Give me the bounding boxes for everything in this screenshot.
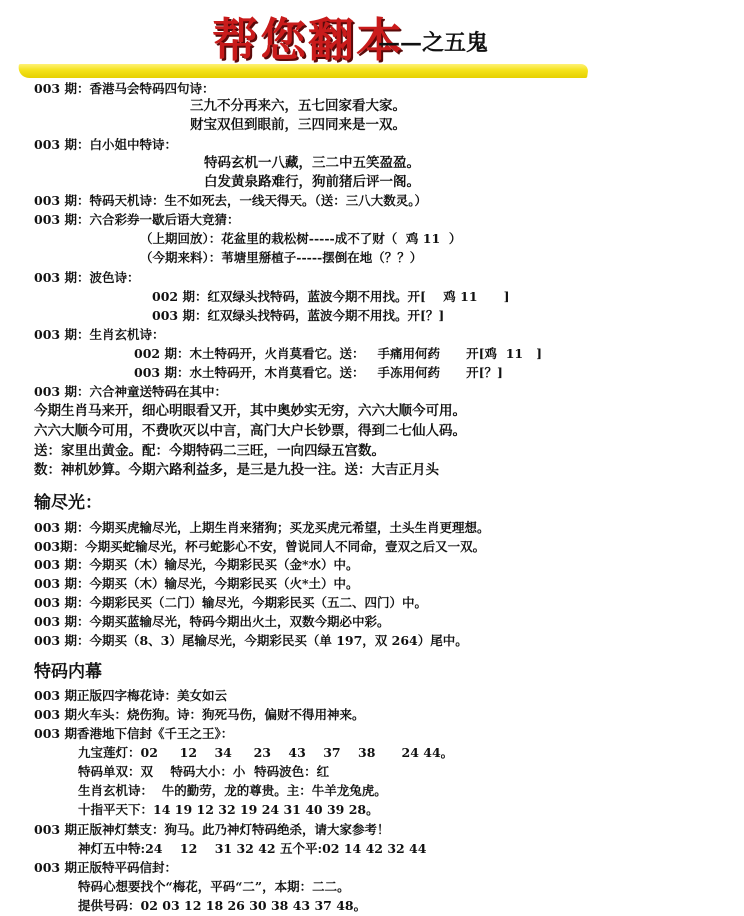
text-line: 003 期：今期买蓝输尽光，特码今期出火土，双数今期必中彩。 <box>34 614 390 629</box>
section-heading: 特码内幕 <box>34 662 102 682</box>
text-line: 003 期正版四字梅花诗：美女如云 <box>34 688 227 703</box>
text-line: 神灯五中特:24 12 31 32 42 五个平:02 14 42 32 44 <box>78 841 427 856</box>
text-line: 今期生肖马来开，细心明眼看又开，其中奥妙实无穷，六六大顺今可用。 <box>34 403 466 419</box>
text-line: 003 期正版神灯禁支：狗马。此乃神灯特码绝杀，请大家参考！ <box>34 822 390 837</box>
text-line: 003 期香港地下信封《千王之王》： <box>34 726 234 741</box>
text-line: 003 期：今期买（木）输尽光，今期彩民买（火*土）中。 <box>34 576 359 591</box>
text-line: 003 期：生肖玄机诗： <box>34 327 165 342</box>
page-subtitle: ——之五鬼 <box>378 30 489 56</box>
text-line: 003 期：水土特码开，木肖莫看它。送： 手冻用何药 开[？] <box>134 365 503 380</box>
text-line: 003 期：白小姐中特诗： <box>34 137 177 152</box>
page-title: 帮您翻本 <box>212 13 404 67</box>
text-line: 003 期：六合神童送特码在其中： <box>34 384 227 399</box>
text-line: 十指平天下：14 19 12 32 19 24 31 40 39 28。 <box>78 802 379 817</box>
text-line: 003 期：今期买（木）输尽光，今期彩民买（金*水）中。 <box>34 557 359 572</box>
text-line: 财宝双但到眼前，三四同来是一双。 <box>190 117 406 133</box>
text-line: 003 期：波色诗： <box>34 270 140 285</box>
text-line: 003 期正版特平码信封： <box>34 860 177 875</box>
text-line: 003期：今期买蛇输尽光，杯弓蛇影心不安，曾说同人不同命，壹双之后又一双。 <box>34 539 486 554</box>
text-line: 六六大顺今可用，不费吹灭以中言，高门大户长钞票，得到二七仙人码。 <box>34 423 466 439</box>
text-line: 九宝莲灯：02 12 34 23 43 37 38 24 44。 <box>78 745 454 760</box>
text-line: 三九不分再来六，五七回家看大家。 <box>190 98 406 114</box>
text-line: （今期来料）：苇塘里掰植子-----摆倒在地（？？） <box>140 250 423 265</box>
text-line: 003 期：香港马会特码四句诗： <box>34 81 215 96</box>
text-line: 生肖玄机诗： 牛的勤劳，龙的尊贵。主：牛羊龙兔虎。 <box>78 783 387 798</box>
text-line: 003 期：六合彩券一歇后语大竞猜： <box>34 212 240 227</box>
text-line: 003 期：今期彩民买（二门）输尽光，今期彩民买（五二、四门）中。 <box>34 595 427 610</box>
text-line: 003 期：特码天机诗：生不如死去，一线天得天。（送：三八大数灵。） <box>34 193 427 208</box>
text-line: 特码心想要找个“梅花，平码“二”，本期：二二。 <box>78 879 350 894</box>
text-line: （上期回放）：花盆里的栽松树-----成不了财（ 鸡 11 ） <box>140 231 462 246</box>
text-line: 数：神机妙算。今期六路利益多，是三是九投一注。送：大吉正月头 <box>34 462 439 478</box>
text-line: 特码玄机一八藏，三二中五笑盈盈。 <box>204 155 420 171</box>
text-line: 003 期：今期买（8、3）尾输尽光，今期彩民买（单 197，双 264）尾中。 <box>34 633 468 648</box>
text-line: 003 期火车头：烧伤狗。诗：狗死马伤，偏财不得用神来。 <box>34 707 365 722</box>
text-line: 提供号码：02 03 12 18 26 30 38 43 37 48。 <box>78 898 367 913</box>
text-line: 002 期：木土特码开，火肖莫看它。送： 手痛用何药 开[鸡 11 ] <box>134 346 543 361</box>
section-heading: 输尽光： <box>34 493 102 513</box>
text-line: 白发黄泉路难行，狗前猪后评一阁。 <box>204 174 420 190</box>
page-header <box>0 0 744 82</box>
text-line: 002 期：红双绿头找特码，蓝波今期不用找。开[ 鸡 11 ] <box>152 289 510 304</box>
text-line: 003 期：今期买虎输尽光，上期生肖来猪狗；买龙买虎元希望，土头生肖更理想。 <box>34 520 490 535</box>
text-line: 送：家里出黄金。配：今期特码二三旺，一向四绿五宫数。 <box>34 443 385 459</box>
text-line: 003 期：红双绿头找特码，蓝波今期不用找。开[？] <box>152 308 445 323</box>
text-line: 特码单双：双 特码大小：小 特码波色：红 <box>78 764 330 779</box>
